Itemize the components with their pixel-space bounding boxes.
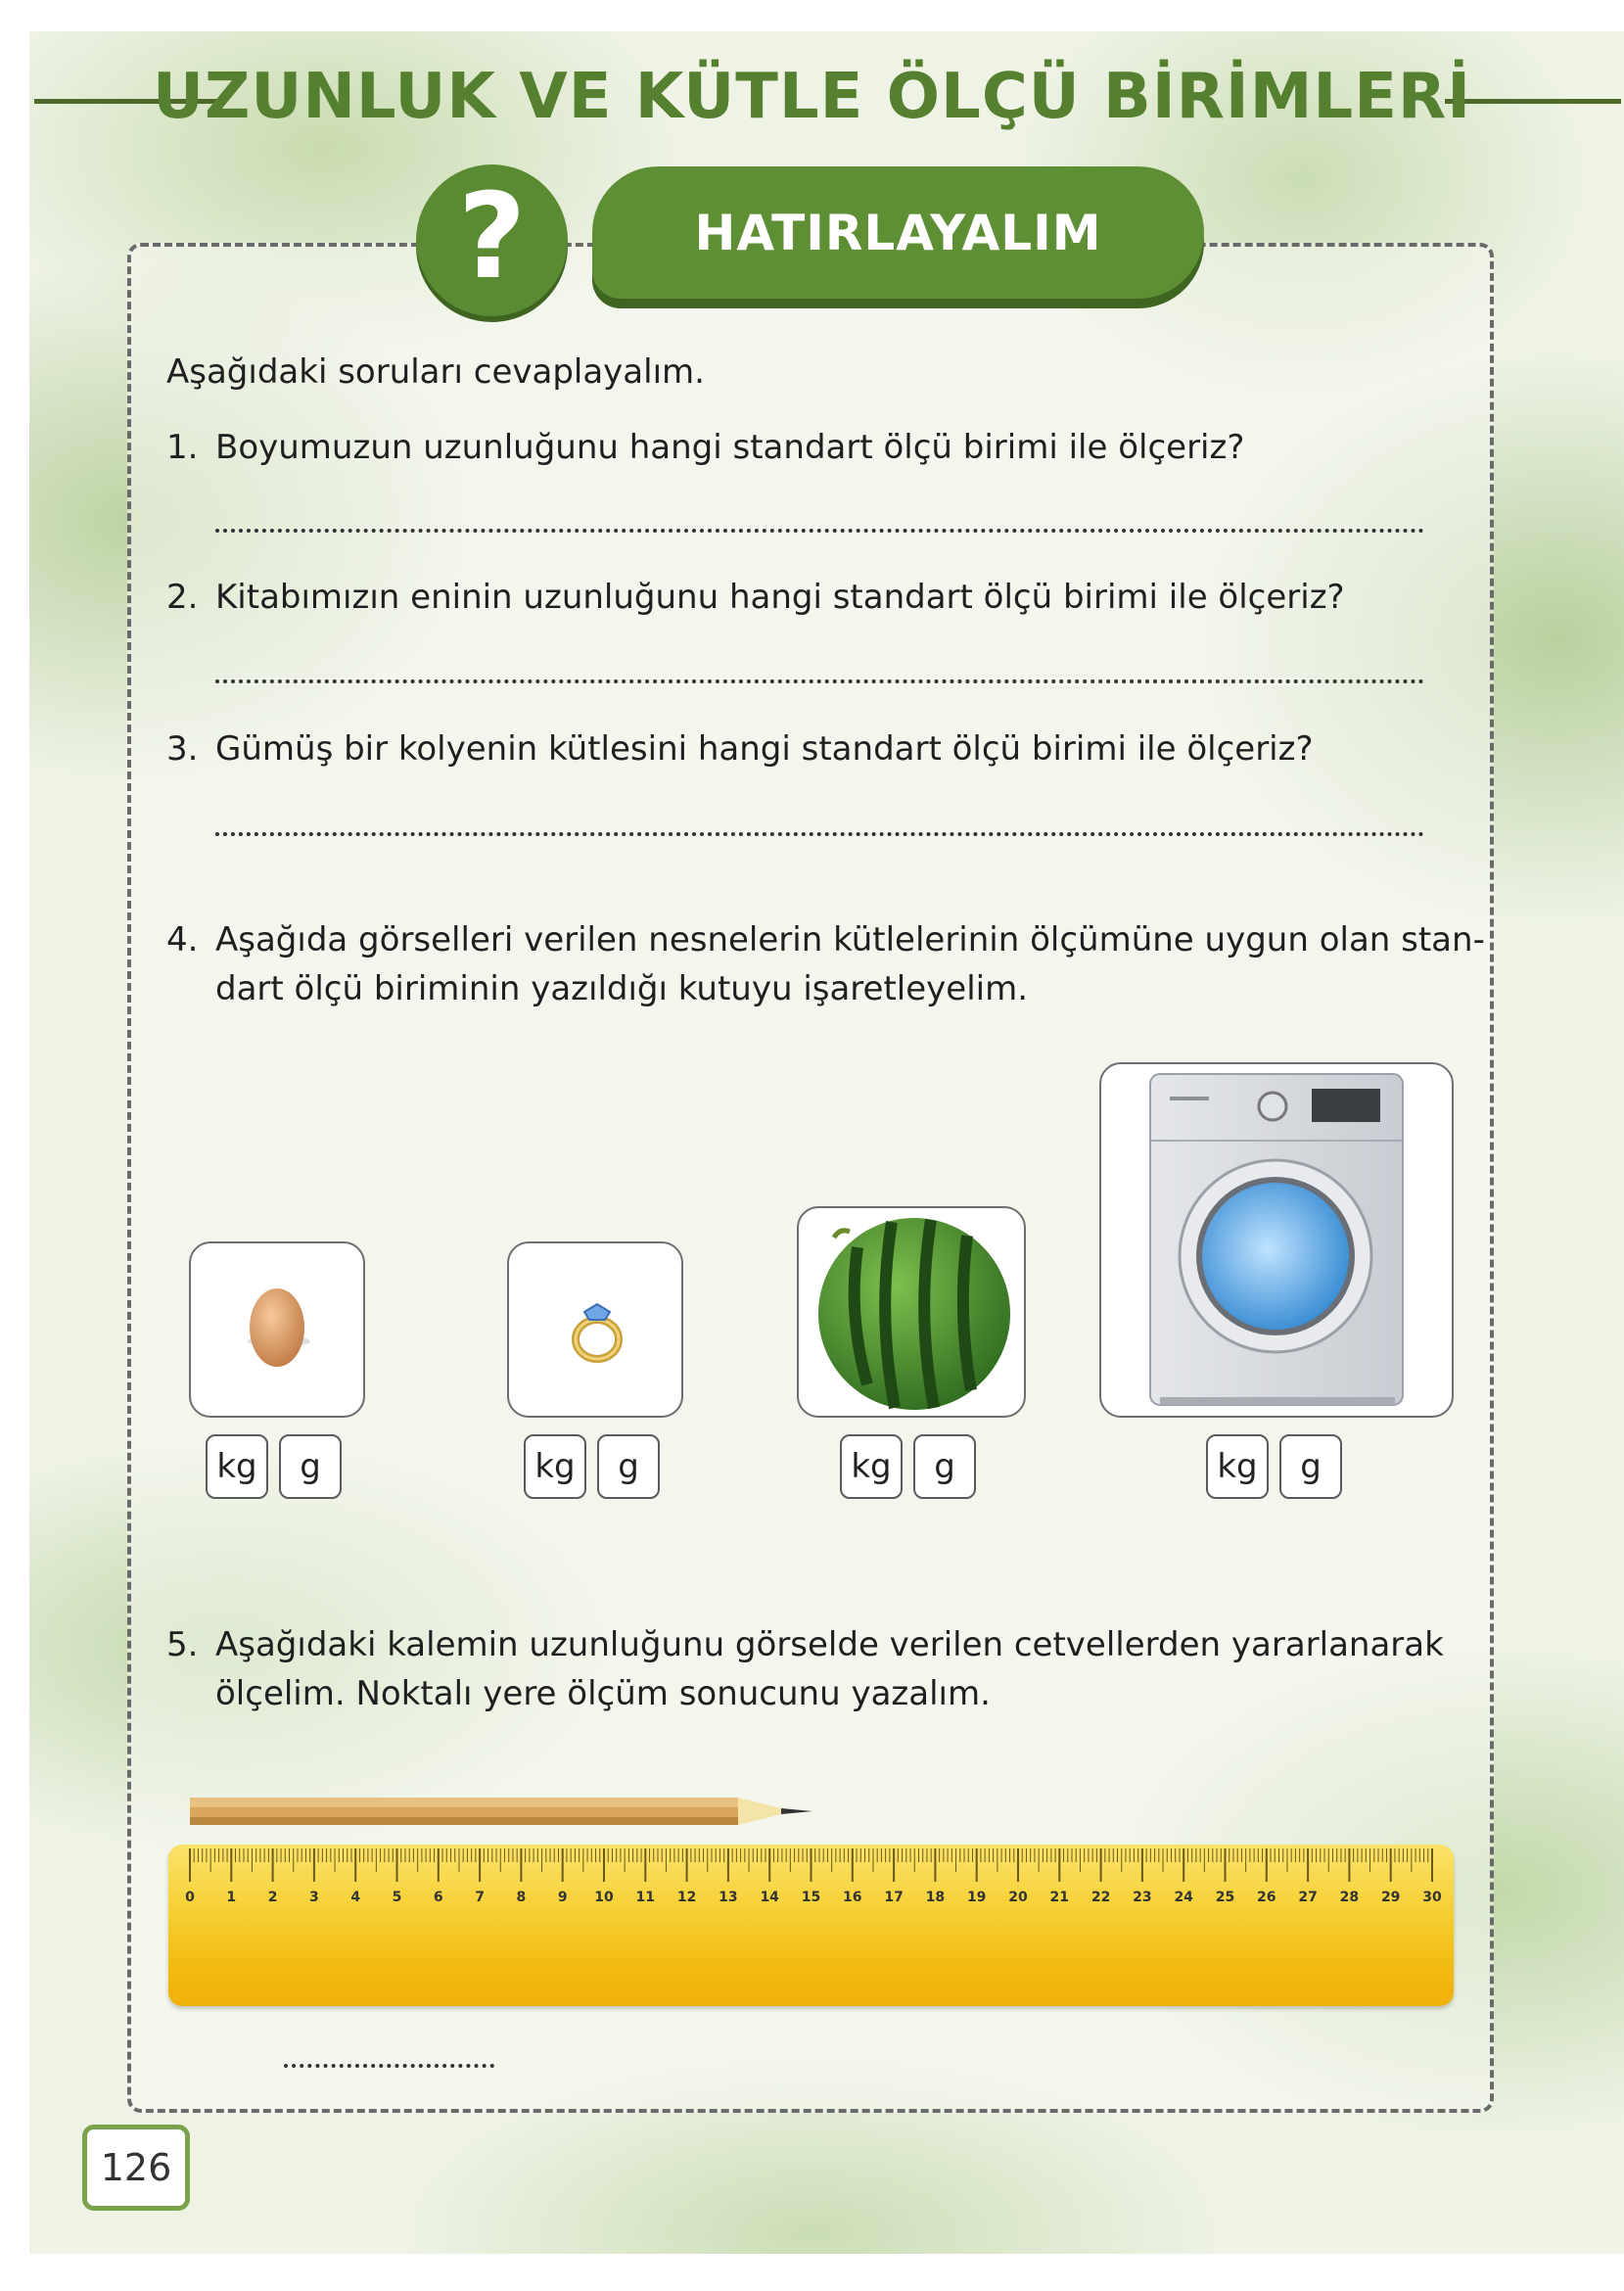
question-text: Kitabımızın eninin uzunluğunu hangi standart ölçü birimi ile ölçeriz? bbox=[215, 578, 1345, 617]
ruler-tick-label: 26 bbox=[1257, 1890, 1276, 1905]
page-title: UZUNLUK VE KÜTLE ÖLÇÜ BİRİMLERİ bbox=[152, 61, 1472, 133]
ruler-tick-label: 20 bbox=[1008, 1890, 1028, 1905]
ruler-tick-label: 17 bbox=[884, 1890, 904, 1905]
object-card bbox=[507, 1241, 683, 1418]
unit-box-kg[interactable]: kg bbox=[524, 1434, 586, 1499]
ruler-tick-label: 1 bbox=[226, 1890, 237, 1905]
question-number: 5. bbox=[166, 1625, 199, 1664]
ruler-tick-label: 25 bbox=[1215, 1890, 1235, 1905]
question-text: Aşağıdaki kalemin uzunluğunu görselde verilen cetvellerden yararlanarak bbox=[215, 1625, 1444, 1664]
question-number: 2. bbox=[166, 578, 199, 617]
ruler-tick-label: 15 bbox=[801, 1890, 821, 1905]
question-text: dart ölçü biriminin yazıldığı kutuyu işaretleyelim. bbox=[215, 969, 1029, 1008]
answer-line[interactable] bbox=[215, 529, 1424, 533]
ruler-tick-label: 23 bbox=[1133, 1890, 1152, 1905]
ruler-tick-label: 8 bbox=[516, 1890, 527, 1905]
unit-box-g[interactable]: g bbox=[913, 1434, 976, 1499]
section-banner bbox=[592, 166, 1204, 299]
ruler-tick-label: 22 bbox=[1090, 1890, 1111, 1905]
ruler-tick-label: 12 bbox=[676, 1890, 697, 1905]
question-puzzle-icon: ? bbox=[416, 164, 568, 316]
intro-text: Aşağıdaki soruları cevaplayalım. bbox=[166, 352, 705, 392]
ruler-tick-label: 10 bbox=[594, 1890, 614, 1905]
washing-machine-icon bbox=[1101, 1064, 1452, 1416]
ring-icon bbox=[509, 1243, 681, 1416]
ruler-tick-label: 13 bbox=[719, 1890, 738, 1905]
pencil-icon bbox=[186, 1794, 822, 1831]
ruler-tick-label: 29 bbox=[1380, 1890, 1401, 1905]
ruler-tick-label: 9 bbox=[557, 1890, 568, 1905]
egg-icon bbox=[191, 1243, 363, 1416]
object-card bbox=[189, 1241, 365, 1418]
ruler-tick-label: 28 bbox=[1339, 1890, 1360, 1905]
ruler-tick-label: 5 bbox=[392, 1890, 402, 1905]
question-text: Gümüş bir kolyenin kütlesini hangi standart ölçü birimi ile ölçeriz? bbox=[215, 729, 1314, 769]
ruler-tick-label: 4 bbox=[350, 1890, 361, 1905]
ruler-tick-label: 2 bbox=[267, 1890, 278, 1905]
ruler-tick-label: 6 bbox=[433, 1890, 443, 1905]
question-text: Aşağıda görselleri verilen nesnelerin kütlelerinin ölçümüne uygun olan stan- bbox=[215, 920, 1485, 959]
page-number: 126 bbox=[82, 2125, 190, 2211]
unit-box-kg[interactable]: kg bbox=[1206, 1434, 1269, 1499]
object-card bbox=[1099, 1062, 1454, 1418]
question-number: 4. bbox=[166, 920, 199, 959]
unit-box-g[interactable]: g bbox=[279, 1434, 342, 1499]
ruler-tick-label: 11 bbox=[635, 1890, 656, 1905]
unit-box-g[interactable]: g bbox=[1279, 1434, 1342, 1499]
unit-box-kg[interactable]: kg bbox=[206, 1434, 268, 1499]
ruler-tick-label: 24 bbox=[1174, 1890, 1193, 1905]
question-text: ölçelim. Noktalı yere ölçüm sonucunu yazalım. bbox=[215, 1674, 991, 1713]
question-text: Boyumuzun uzunluğunu hangi standart ölçü birimi ile ölçeriz? bbox=[215, 428, 1245, 467]
object-card bbox=[797, 1206, 1026, 1418]
ruler-tick-label: 0 bbox=[185, 1890, 195, 1905]
watermelon-icon bbox=[799, 1208, 1024, 1416]
ruler-tick-label: 7 bbox=[475, 1890, 485, 1905]
answer-line[interactable] bbox=[284, 2064, 494, 2068]
ruler-tick-label: 3 bbox=[309, 1890, 319, 1905]
answer-line[interactable] bbox=[215, 832, 1424, 836]
ruler-tick-label: 14 bbox=[760, 1890, 779, 1905]
banner-label: HATIRLAYALIM bbox=[694, 204, 1102, 261]
question-number: 1. bbox=[166, 428, 199, 467]
answer-line[interactable] bbox=[215, 679, 1424, 683]
ruler bbox=[168, 1845, 1454, 2006]
ruler-tick-label: 19 bbox=[966, 1890, 987, 1905]
unit-box-g[interactable]: g bbox=[597, 1434, 660, 1499]
ruler-tick-label: 21 bbox=[1049, 1890, 1070, 1905]
question-number: 3. bbox=[166, 729, 199, 769]
ruler-tick-label: 30 bbox=[1422, 1890, 1442, 1905]
unit-box-kg[interactable]: kg bbox=[840, 1434, 903, 1499]
ruler-tick-label: 18 bbox=[925, 1890, 946, 1905]
ruler-tick-label: 16 bbox=[843, 1890, 862, 1905]
ruler-tick-label: 27 bbox=[1298, 1890, 1318, 1905]
